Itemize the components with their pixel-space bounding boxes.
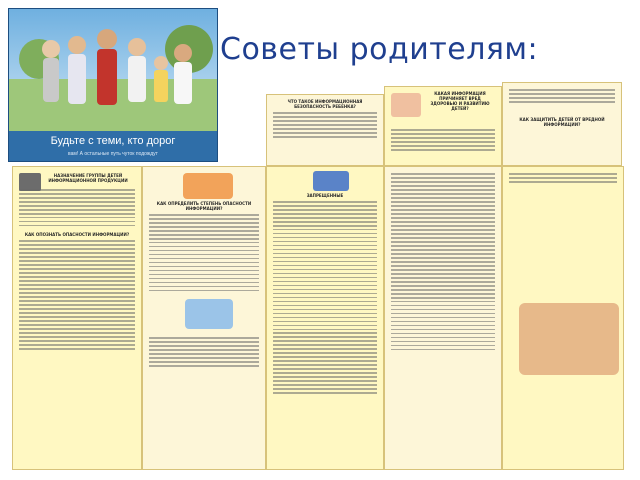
computer-kids-picture [185,299,233,329]
panel-heading-prohibited: ЗАПРЕЩЕННЫЕ [306,193,344,198]
brochure-panel-groups [12,166,142,470]
panel-heading-degree: КАК ОПРЕДЕЛИТЬ СТЕПЕНЬ ОПАСНОСТИ ИНФОРМАЦИИ? [156,201,252,211]
brochure-panel-advice [502,166,624,470]
page-title: Советы родителям: [220,32,539,67]
brochure-image [12,82,624,470]
mother-child-picture [519,303,619,375]
panel-heading-groups: НАЗНАЧЕНИЕ ГРУППЫ ДЕТЕЙ ИНФОРМАЦИОННОЙ ПРОДУКЦИИ [48,173,128,183]
brochure-panel-harm [384,86,502,166]
computer-picture [313,171,349,191]
hero-caption: Будьте с теми, кто дорог [50,135,176,147]
children-picture [183,173,233,199]
brochure-panel-main [266,166,384,470]
panel-heading-harm: КАКАЯ ИНФОРМАЦИЯ ПРИЧИНЯЕТ ВРЕД ЗДОРОВЬЮ И РАЗВИТИЮ ДЕТЕЙ? [430,91,490,111]
brochure-panel-rules [384,166,502,470]
child-computer-picture [391,93,421,117]
panel-heading-protect: КАК ЗАЩИТИТЬ ДЕТЕЙ ОТ ВРЕДНОЙ ИНФОРМАЦИИ? [519,116,605,127]
brochure-panel-protect [502,82,622,166]
panel-subheading: КАК ОПОЗНАТЬ ОПАСНОСТИ ИНФОРМАЦИИ? [24,232,130,238]
hero-subcaption: вам! А остальные путь чуток подождут [68,151,158,157]
panel-heading-safety: ЧТО ТАКОЕ ИНФОРМАЦИОННАЯ БЕЗОПАСНОСТЬ РЕБЕНКА? [287,99,363,109]
brochure-panel-degree [142,166,266,470]
brochure-panel-safety [266,94,384,166]
